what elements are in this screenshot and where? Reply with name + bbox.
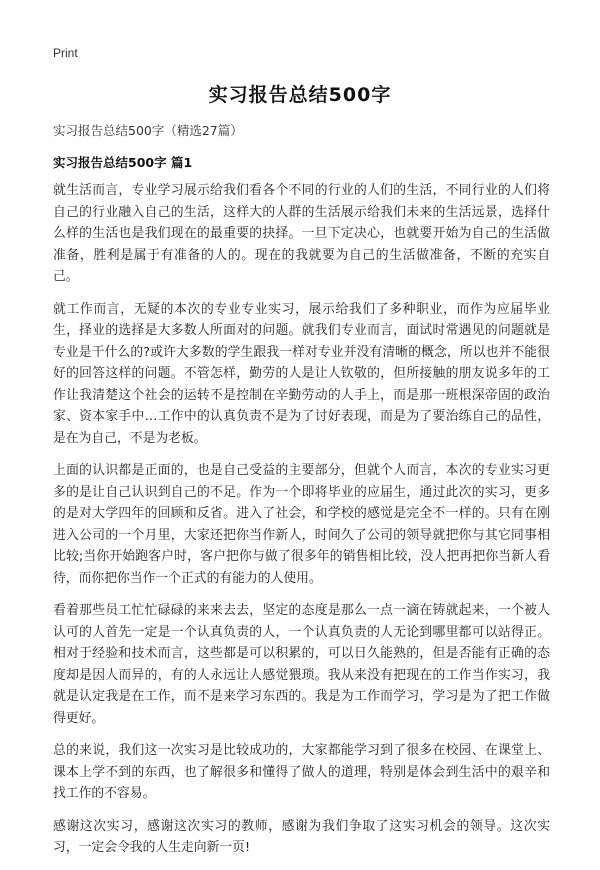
paragraph-4: 看着那些员工忙忙碌碌的来来去去，坚定的态度是那么一点一滴在铸就起来，一个被人认可的人首先一定是一个认真负责的人，一个认真负责的人无论到哪里都可以站得正。相对于经验和技术而言，这些都是可以积累的，可以日久能熟的，但是否能有正确的态度却是因人而异的，有的人永远让人感觉猥琐。我从来没有把现在的工作当作实习，我就是认定我是在工作，而不是来学习东西的。我是为工作而学习，学习是为了把工作做得更好。 [53,603,550,726]
article-subtitle: 实习报告总结500字（精选27篇） [53,123,243,138]
paragraph-2: 就工作而言，无疑的本次的专业专业实习，展示给我们了多种职业，而作为应届毕业生，择业的选择是大多数人所面对的问题。就我们专业而言，面试时常遇见的问题就是专业是干什么的?或许大多数的学生跟我一样对专业并没有清晰的概念，所以也并不能很好的回答这样的问题。不管怎样，勤劳的人是让人钦敬的，但所接触的朋友说多年的工作让我清楚这个社会的运转不是控制在辛勤劳动的人手上，而是那一班根深帝固的政治家、资本家手中…工作中的认真负责不是为了讨好表现，而是为了要治练自己的品性，是在为自己，不是为老板。 [53,301,550,446]
print-link[interactable]: Print [53,46,78,60]
paragraph-3: 上面的认识都是正面的，也是自己受益的主要部分，但就个人而言，本次的专业实习更多的是让自己认识到自己的不足。作为一个即将毕业的应届生，通过此次的实习，更多的是对大学四年的回顾和反省。进入了社会，和学校的感觉是完全不一样的。只有在刚进入公司的一个月里，大家还把你当作新人，时间久了公司的领导就把你与其它同事相比较;当你开始跑客户时，客户把你与做了很多年的销售相比较，没人把再把你当新人看待，而你把你当作一个正式的有能力的人使用。 [53,463,550,586]
paragraph-1: 就生活而言，专业学习展示给我们看各个不同的行业的人们的生活，不同行业的人们将自己的行业融入自己的生活，这样大的人群的生活展示给我们未来的生活远景，选择什么样的生活也是我们现在的最重要的抉择。一旦下定决心，也就要开始为自己的生活做准备，胜利是属于有准备的人的。现在的我就要为自己的生活做准备，不断的充实自己。 [53,183,550,284]
paragraph-5: 总的来说，我们这一次实习是比较成功的，大家都能学习到了很多在校园、在课堂上、课本上学不到的东西，也了解很多和懂得了做人的道理，特别是体会到生活中的艰辛和找工作的不容易。 [53,743,550,801]
paragraph-6: 感谢这次实习，感谢这次实习的教师，感谢为我们争取了这实习机会的领导。这次实习，一定会令我的人生走向新一页! [53,818,550,855]
page-title: 实习报告总结500字 [208,84,392,106]
section-heading: 实习报告总结500字 篇1 [53,155,193,170]
article-body [53,180,550,870]
